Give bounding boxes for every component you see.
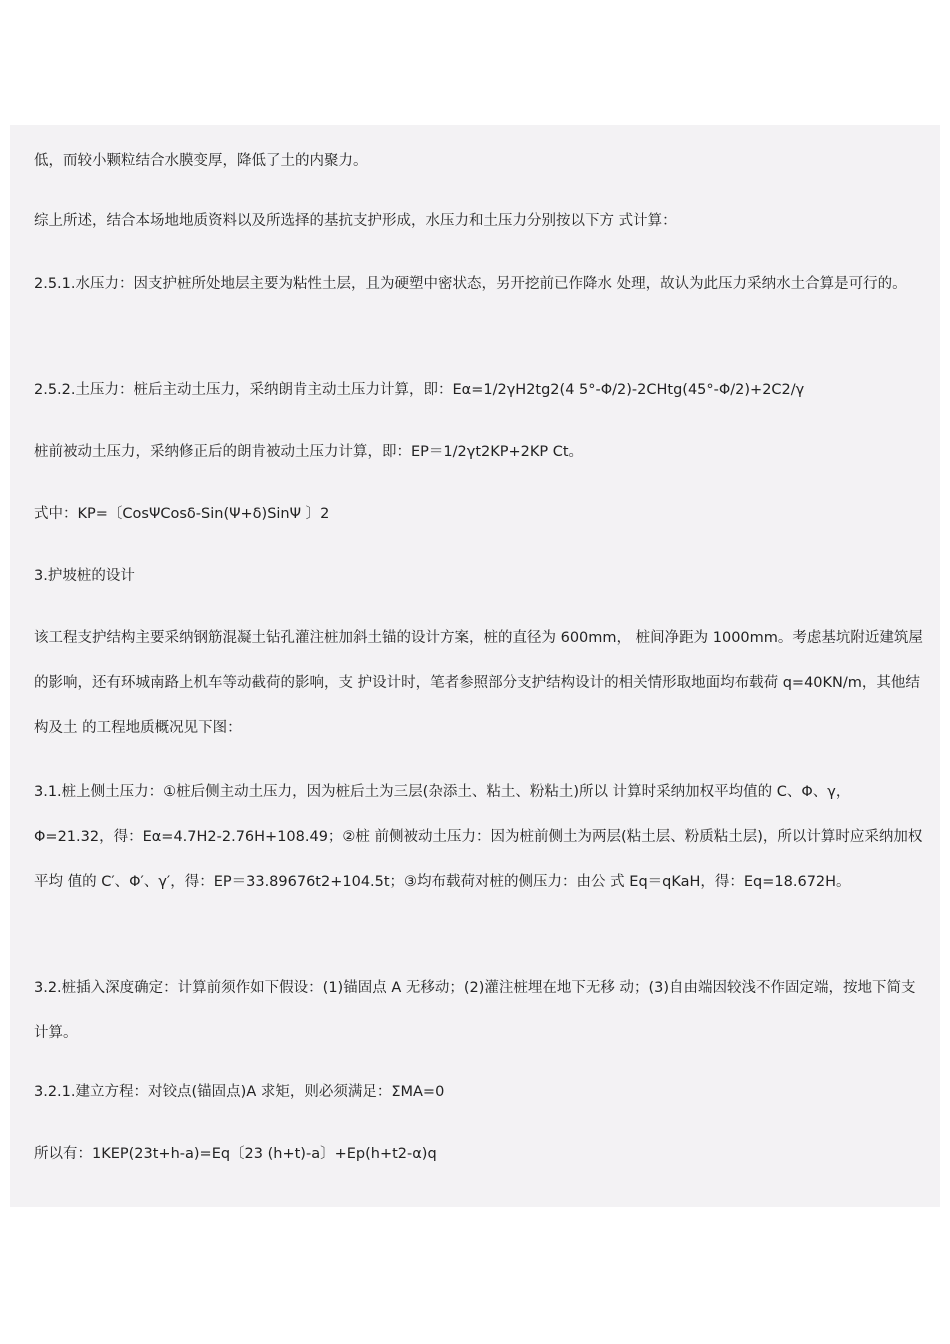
paragraph-insertion-depth: 3.2.桩插入深度确定：计算前须作如下假设：(1)锚固点 A 无移动；(2)灌注桩埋在地下无移 动；(3)自由端因较浅不作固定端，按地下简支计算。 [34,980,916,1041]
paragraph-summary: 综上所述，结合本场地地质资料以及所选择的基抗支护形成，水压力和土压力分别按以下方 式计算： [34,213,677,229]
paragraph-lateral-pressure: 3.1.桩上侧土压力：①桩后侧主动土压力，因为桩后土为三层(杂添土、粘土、粉粘土)所以 计算时采纳加权平均值的 C、Φ、γ，Φ=21.32，得：Eα=4.7H2-2.76H+108.49；②桩 前侧被动土压力：因为桩前侧土为两层(粘土层、粉质粘土层)，所以计算时应采纳加权平均 值的 C′、Φ′、γ′，得：EP＝33.89676t2+104.5t；③均布载荷对桩的侧压力：由公 式 Eq＝qKaH，得：Eq=18.672H。 [34,784,923,890]
paragraph-kp-formula: 式中：KP=〔CosΨCosδ-Sin(Ψ+δ)SinΨ 〕2 [34,506,330,522]
paragraph-water-pressure: 2.5.1.水压力：因支护桩所处地层主要为粘性土层，且为硬塑中密状态，另开挖前已作降水 处理，故认为此压力采纳水土合算是可行的。 [34,276,907,292]
paragraph-support-structure: 该工程支护结构主要采纳钢筋混凝土钻孔灌注桩加斜土锚的设计方案，桩的直径为 600mm， 桩间净距为 1000mm。考虑基坑附近建筑屋的影响，还有环城南路上机车等动截荷的影响，支 护设计时，笔者参照部分支护结构设计的相关情形取地面均布载荷 q=40KN/m，其他结构及土 的工程地质概况见下图： [34,630,923,736]
paragraph-equation: 所以有：1KEP(23t+h-a)=Eq〔23 (h+t)-a〕+Ep(h+t2-α)q [34,1146,437,1162]
paragraph-equation-setup: 3.2.1.建立方程：对铰点(锚固点)A 求矩，则必须满足：ΣMA=0 [34,1084,445,1100]
section-heading-pile-design: 3.护坡桩的设计 [34,568,135,584]
document-page [10,125,940,1207]
paragraph-soil-cohesion: 低，而较小颗粒结合水膜变厚，降低了土的内聚力。 [34,153,368,169]
paragraph-passive-pressure: 桩前被动土压力，采纳修正后的朗肯被动土压力计算，即：EP＝1/2γt2KP+2KP Ct。 [34,444,584,460]
paragraph-soil-pressure: 2.5.2.土压力：桩后主动土压力，采纳朗肯主动土压力计算，即：Eα=1/2γH2tg2(4 5°-Φ/2)-2CHtg(45°-Φ/2)+2C2/γ [34,382,805,398]
